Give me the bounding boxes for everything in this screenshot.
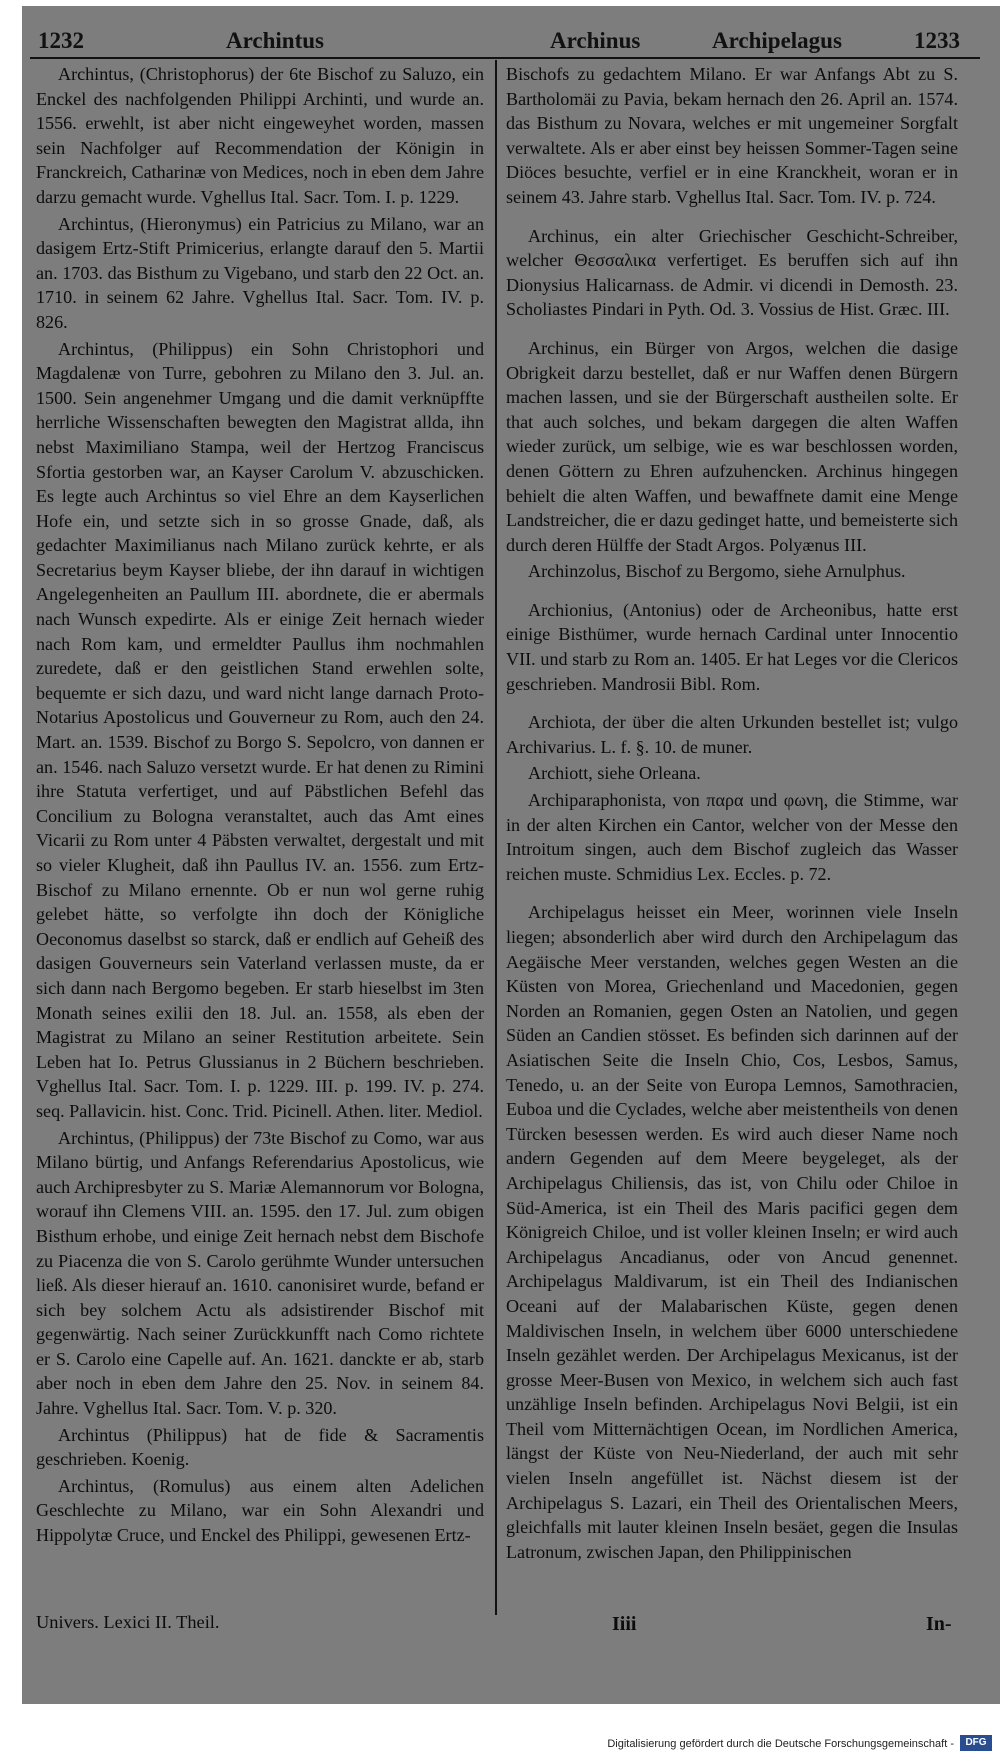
header-title-right: Archipelagus	[712, 28, 842, 53]
volume-footer: Univers. Lexici II. Theil.	[36, 1612, 220, 1632]
page-number-left: 1232	[38, 28, 84, 53]
entry-archintus-romulus-continued: Bischofs zu gedachtem Milano. Er war Anfangs Abt zu S. Bartholomäi zu Pavia, bekam hernach den 26. April an. 1574. das Bisthum zu Novara, welches er mit ungemeiner Sorgfalt verwaltete. Als er aber einst bey heissen Sommer-Tagen seine Diöces besuchte, verfiel er in eine Kranckheit, woran er in seinem 43. Jahre starb. Vghellus Ital. Sacr. Tom. IV. p. 724.	[506, 64, 958, 207]
entry-archinus-historian: Archinus, ein alter Griechischer Geschicht-Schreiber, welcher Θεσσαλικα verfertiget. Es beruffen sich auf ihn Dionysius Halicarnass. de Admir. vi dicendi in Demosth. 23. Scholiastes Pindari in Pyth. Od. 3. Vossius de Hist. Græc. III.	[506, 225, 958, 320]
entry-archintus-hieronymus: Archintus, (Hieronymus) ein Patricius zu Milano, war an dasigem Ertz-Stift Primicerius, erlangte darauf den 5. Martii an. 1703. das Bisthum zu Vigebano, und starb den 22 Oct. an. 1710. in seinem 62 Jahre. Vghellus Ital. Sacr. Tom. IV. p. 826.	[36, 213, 484, 332]
column-divider	[495, 60, 497, 1615]
signature-mark: Iiii	[612, 1613, 637, 1635]
header-title-left: Archintus	[226, 28, 324, 53]
catchword: In-	[926, 1613, 952, 1635]
right-column	[506, 62, 958, 1566]
entry-archintus-romulus: Archintus, (Romulus) aus einem alten Adelichen Geschlechte zu Milano, war ein Sohn Alexandri und Hippolytæ Cruce, und Enckel des Philippi, gewesenen Ertz-	[36, 1475, 484, 1546]
entry-archipelagus: Archipelagus heisset ein Meer, worinnen viele Inseln liegen; absonderlich aber wird durch den Archipelagum das Aegäische Meer verstanden, welches gegen Westen an die Küsten von Morea, Griechenland und Macedonien, gegen Norden an Romanien, gegen Osten an Natolien, und gegen Süden an Candien stösset. Es befinden sich darinnen auf der Asiatischen Seite die Inseln Chio, Cos, Lesbos, Samus, Tenedo, u. an der Seite von Europa Lemnos, Samothracien, Euboa und die Cyclades, welche aber meistentheils von denen Türcken besessen werden. Es wird auch dieser Name noch andern Gegenden auf dem Meere beygeleget, als der Archipelagus Chiliensis, das ist, von Chilu oder Chiloe in Süd-America, ist ein Theil des Maris pacifici gegen dem Königreich Chiloe, und ist voller kleinen Inseln; er wird auch Archipelagus Ancadianus, oder von Ancud genennet. Archipelagus Maldivarum, ist ein Theil des Indianischen Oceani auf der Malabarischen Küste, gegen denen Maldivischen Inseln, in welchem über 6000 unterschiedene Inseln gezählet werden. Der Archipelagus Mexicanus, ist der grosse Meer-Busen von Mexico, in welchem sich auch fast unzählige Inseln befinden. Archipelagus Novi Belgii, ist ein Theil vom Mitternächtigen Ocean, im Nordlichen America, längst der Küste von Neu-Niederland, der auch mit sehr vielen Inseln angefüllet ist. Nächst diesem ist der Archipelagus S. Lazari, ein Theil des Orientalischen Meers, gleichfalls mit lauter kleinen Inseln besäet, gegen die Insulas Latronum, zwischen Japan, den Philippinischen	[506, 902, 958, 1562]
header-title-middle: Archinus	[550, 28, 641, 53]
entry-archiparaphonista: Archiparaphonista, von παρα und φωνη, die Stimme, war in der alten Kirchen ein Cantor, welcher von der Messe den Introitum singen, auch dem Bischof zugleich das Wasser reichen muste. Schmidius Lex. Eccles. p. 72.	[506, 790, 958, 884]
entry-archiota: Archiota, der über die alten Urkunden bestellet ist; vulgo Archivarius. L. f. §. 10. de muner.	[506, 712, 958, 757]
header-rule	[30, 57, 980, 59]
entry-archionius: Archionius, (Antonius) oder de Archeonibus, hatte erst einige Bisthümer, wurde hernach Cardinal unter Innocentio VII. und starb zu Rom an. 1405. Er hat Leges vor die Clericos geschrieben. Mandrosii Bibl. Rom.	[506, 599, 958, 694]
entry-archintus-philippus-3: Archintus (Philippus) hat de fide & Sacramentis geschrieben. Koenig.	[36, 1424, 484, 1470]
entry-archintus-philippus-2: Archintus, (Philippus) der 73te Bischof zu Como, war aus Milano bürtig, und Anfangs Referendarius Apostolicus, wie auch Archipresbyter zu S. Mariæ Alemannorum vor Bologna, worauf ihn Clemens VIII. an. 1595. den 17. Jul. zum obigen Bisthum erhobe, und einige Zeit hernach nebst dem Bischofe zu Piacenza die von S. Carolo gerühmte Wunder untersuchen ließ. Als dieser hierauf an. 1610. canonisiret wurde, befand er sich bey solchem Actu als adsistirender Bischof mit gegenwärtig. Nach seiner Zurückkunfft nach Como richtete er S. Carolo eine Capelle auf. An. 1621. danckte er ab, starb aber noch in eben dem Jahre den 25. Nov. in seinem 84. Jahre. Vghellus Ital. Sacr. Tom. V. p. 320.	[36, 1127, 484, 1419]
entry-archiott: Archiott, siehe Orleana.	[528, 763, 701, 784]
entry-archinzolus: Archinzolus, Bischof zu Bergomo, siehe Arnulphus.	[528, 561, 906, 582]
dfg-logo: DFG	[960, 1735, 992, 1751]
page-number-right: 1233	[914, 28, 960, 53]
entry-archintus-christophorus: Archintus, (Christophorus) der 6te Bischof zu Saluzo, ein Enckel des nachfolgenden Philippi Archinti, und wurde an. 1556. erwehlt, ist aber nicht eingeweyhet worden, massen sein Nachfolger auf Recommendation der Königin in Franckreich, Catharinæ von Medices, noch in eben dem Jahre darzu gemacht wurde. Vghellus Ital. Sacr. Tom. I. p. 1229.	[36, 64, 484, 207]
entry-archintus-philippus-1: Archintus, (Philippus) ein Sohn Christophori und Magdalenæ von Turre, gebohren zu Milano den 3. Jul. an. 1500. Sein angenehmer Umgang und die damit verknüpffte herrliche Wissenschaften bewegten den Magistrat allda, ihn nebst Maximiliano Stampa, weil der Hertzog Franciscus Sfortia gestorben war, an Kayser Carolum V. abzuschicken. Es legte auch Archintus so viel Ehre an dem Kayserlichen Hofe ein, und setzte sich in so grosse Gnade, daß, als gedachter Maximilianus nach Milano zurück kehrte, er als Secretarius beym Kayser bliebe, der ihn darauf in wichtigen Angelegenheiten an Paullum III. abordnete, die er abermals nach Wunsch expedirte. Als er einige Zeit hernach wieder nach Rom kam, und ermeldter Paullus ihm nochmahlen zuredete, daß er den geistlichen Stand erwehlen solte, bequemte er sich dazu, und ward nicht lange darnach Proto-Notarius Apostolicus und Gouverneur zu Rom, auch den 24. Mart. an. 1539. Bischof zu Borgo S. Sepolcro, von dannen er an. 1546. nach Saluzo versetzt wurde. Er hat denen zu Rimini ihre Statuta verfertiget, und auf Päbstlichen Befehl das Concilium zu Bologna veranstaltet, auch das Amt eines Vicarii zu Rom unter 4 Päbsten verwaltet, dergestalt und mit so vieler Klugheit, daß ihn Paullus IV. an. 1556. zum Ertz-Bischof zu Milano ernennte. Ob er nun wol gerne ruhig gelebet hätte, so verfolgte ihn doch der Königliche Oeconomus daselbst so starck, daß er endlich auf Geheiß des dasigen Gouverneurs sein Vaterland verlassen muste, da er sich dann nach Bergomo begeben. Er starb hieselbst im 3ten Monath seines exilii den 18. Jul. an. 1558, als eben der Magistrat zu Milano an seiner Restitution arbeitete. Sein Leben hat Io. Petrus Glussianus in 2 Büchern beschrieben. Vghellus Ital. Sacr. Tom. I. p. 1229. III. p. 199. IV. p. 274. seq. Pallavicin. hist. Conc. Trid. Picinell. Athen. liter. Mediol.	[36, 338, 484, 1121]
running-header	[30, 16, 980, 56]
left-column	[36, 62, 484, 1550]
digitization-credit: Digitalisierung gefördert durch die Deutsche Forschungsgemeinschaft -	[607, 1738, 954, 1750]
entry-archinus-argos: Archinus, ein Bürger von Argos, welchen die dasige Obrigkeit darzu bestellet, daß er nur Waffen denen Bürgern machen lassen, und sie der Bürgerschaft austheilen solte. Er that auch solches, und bekam dargegen die alten Waffen wieder zurück, um selbige, wie es war beschlossen worden, denen Göttern zu Ehren aufzuhencken. Archinus hingegen behielt die alten Waffen, und bewaffnete damit eine Menge Landstreicher, die er dazu gedinget hatte, und bemeisterte sich durch deren Hülffe der Stadt Argos. Polyænus III.	[506, 337, 958, 555]
